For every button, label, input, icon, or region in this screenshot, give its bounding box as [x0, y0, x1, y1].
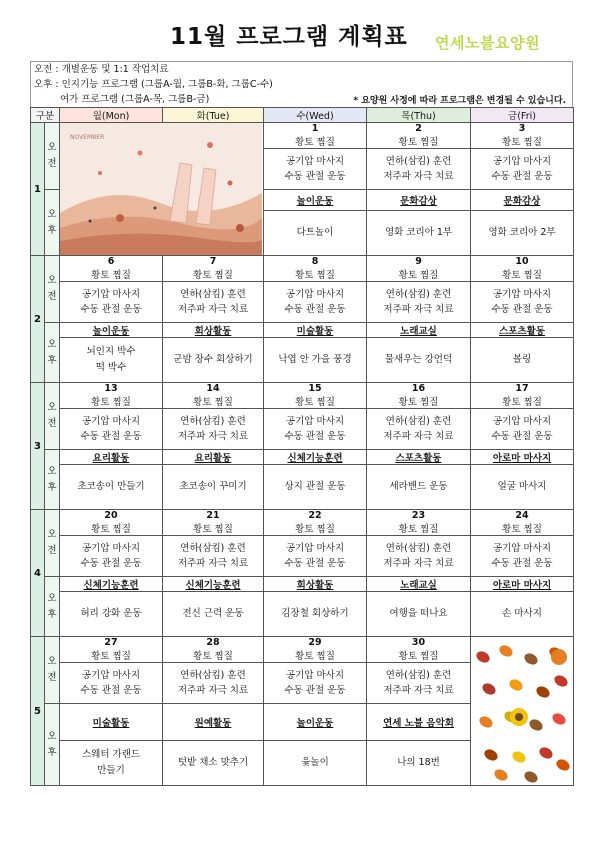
am-program-cell [163, 282, 264, 323]
pm-program-line: 군밤 장수 회상하기 [173, 354, 253, 365]
pm-category: 아로마 마사지 [492, 453, 552, 464]
am-program-cell [471, 282, 574, 323]
am-program-line: 공기압 마사지 [285, 156, 345, 167]
date-cell: 22 [264, 510, 367, 522]
pm-char-1: 오 [47, 465, 57, 477]
date-cell: 17 [471, 383, 574, 395]
pm-program-line: 초코송이 만들기 [77, 481, 145, 492]
pm-program-line: 스웨터 가랜드 [81, 749, 141, 760]
sauna-cell: 황토 찜질 [60, 521, 163, 536]
am-program-cell [264, 409, 367, 450]
pm-program-cell [471, 338, 574, 383]
pm-program-line: 나의 18번 [397, 757, 440, 768]
am-program-line: 연하(삼킴) 훈련 [180, 289, 246, 300]
pm-category-cell [264, 704, 367, 741]
am-program-cell [60, 409, 163, 450]
date-cell: 7 [163, 256, 264, 268]
pm-category: 신체기능훈련 [287, 453, 343, 464]
pm-category: 신체기능훈련 [185, 580, 241, 591]
date-cell: 6 [60, 256, 163, 268]
week-number: 3 [31, 383, 45, 510]
am-program-line: 공기압 마사지 [285, 289, 345, 300]
pm-program-cell [367, 465, 471, 510]
pm-category: 연세 노블 음악회 [383, 718, 454, 729]
pm-char-1: 오 [47, 208, 57, 220]
pm-program-line: 영화 코리아 1부 [384, 227, 453, 238]
am-label [45, 510, 60, 577]
pm-category: 노래교실 [400, 580, 437, 591]
am-program-line: 수동 관절 운동 [284, 685, 346, 696]
sauna-cell: 황토 찜질 [367, 648, 471, 663]
am-program-line: 수동 관절 운동 [284, 171, 346, 182]
am-program-line: 공기압 마사지 [492, 543, 552, 554]
date-cell: 23 [367, 510, 471, 522]
am-program-line: 공기압 마사지 [285, 543, 345, 554]
pm-program-line: 물새우는 강언덕 [384, 354, 453, 365]
week-3-row [31, 465, 574, 510]
pm-label [45, 704, 60, 786]
pm-category-cell [264, 577, 367, 592]
date-cell: 28 [163, 637, 264, 649]
pm-category: 원예활동 [194, 718, 232, 729]
am-program-line: 수동 관절 운동 [80, 685, 142, 696]
am-program-line: 저주파 자극 치료 [177, 304, 249, 315]
am-program-line: 공기압 마사지 [81, 670, 141, 681]
pm-category-cell [163, 577, 264, 592]
pm-category: 미술활동 [296, 326, 334, 337]
date-cell: 3 [471, 123, 574, 135]
pm-program-cell [163, 465, 264, 510]
pm-program-line: 김장철 회상하기 [281, 608, 349, 619]
am-program-cell [471, 149, 574, 190]
pm-program-cell [60, 465, 163, 510]
pm-program-line: 세라밴드 운동 [389, 481, 448, 492]
pm-program-cell [471, 592, 574, 637]
pm-category: 스포츠활동 [395, 453, 442, 464]
pm-program-line: 떡 박수 [95, 362, 127, 373]
week-4-row [31, 577, 574, 592]
am-program-line: 공기압 마사지 [492, 289, 552, 300]
am-program-line: 수동 관절 운동 [491, 431, 553, 442]
date-cell: 10 [471, 256, 574, 268]
pm-category-cell [264, 323, 367, 338]
am-program-line: 저주파 자극 치료 [177, 558, 249, 569]
sauna-cell: 황토 찜질 [471, 267, 574, 282]
am-program-line: 연하(삼킴) 훈련 [180, 543, 246, 554]
am-label [45, 256, 60, 323]
info-line-pm: 오후 : 인지기능 프로그램 (그룹A-월, 그룹B-화, 그룹C-수) [34, 79, 273, 90]
pm-category: 스포츠활동 [499, 326, 545, 337]
pm-program-line: 손 마사지 [502, 608, 542, 619]
pm-char-1: 오 [47, 592, 57, 604]
sauna-cell: 황토 찜질 [367, 267, 471, 282]
am-program-line: 수동 관절 운동 [491, 558, 553, 569]
am-program-line: 저주파 자극 치료 [177, 431, 249, 442]
am-label [45, 637, 60, 704]
pm-category: 요리활동 [92, 453, 130, 464]
sauna-cell: 황토 찜질 [163, 394, 264, 409]
pm-program-line: 볼링 [512, 354, 532, 365]
pm-category: 노래교실 [400, 326, 437, 337]
week-2-row [31, 338, 574, 383]
info-line-am: 오전 : 개별운동 및 1:1 작업치료 [34, 64, 169, 75]
am-program-line: 수동 관절 운동 [491, 304, 553, 315]
date-cell: 16 [367, 383, 471, 395]
pm-label [45, 190, 60, 256]
pm-category: 회상활동 [194, 326, 232, 337]
date-cell: 24 [471, 510, 574, 522]
week-4-row [31, 536, 574, 577]
am-program-line: 공기압 마사지 [81, 289, 141, 300]
pm-label [45, 577, 60, 637]
am-char-2: 전 [47, 672, 57, 683]
am-program-cell [163, 663, 264, 704]
info-line-leisure: 여가 프로그램 (그룹A-목, 그룹B-금) [60, 94, 210, 105]
header-row [31, 108, 574, 123]
pm-category-cell [163, 450, 264, 465]
pm-category-cell [163, 323, 264, 338]
week-1-row [31, 123, 574, 135]
date-cell: 20 [60, 510, 163, 522]
am-program-cell [471, 409, 574, 450]
page-title: 11월 프로그램 계획표 [170, 24, 408, 50]
header-tue: 화(Tue) [163, 108, 264, 123]
date-cell: 29 [264, 637, 367, 649]
sauna-cell: 황토 찜질 [60, 267, 163, 282]
sauna-cell: 황토 찜질 [264, 394, 367, 409]
pm-category: 놀이운동 [296, 196, 334, 207]
header-gubun: 구분 [31, 108, 60, 123]
pm-program-cell [60, 741, 163, 786]
pm-category: 아로마 마사지 [492, 580, 552, 591]
am-char-2: 전 [47, 158, 57, 169]
am-program-cell [163, 536, 264, 577]
pm-program-line: 뇌인지 박수 [86, 346, 136, 357]
am-char-1: 오 [47, 275, 57, 286]
pm-program-cell [163, 741, 264, 786]
am-program-line: 수동 관절 운동 [80, 304, 142, 315]
sauna-cell: 황토 찜질 [163, 648, 264, 663]
sauna-cell: 황토 찜질 [264, 134, 367, 149]
pm-char-1: 오 [47, 338, 57, 350]
pm-program-line: 전신 근력 운동 [182, 608, 244, 619]
pm-program-cell [264, 741, 367, 786]
pm-char-1: 오 [47, 730, 57, 742]
am-program-line: 공기압 마사지 [285, 416, 345, 427]
sauna-cell: 황토 찜질 [264, 267, 367, 282]
am-program-cell [264, 149, 367, 190]
pm-category-cell [471, 450, 574, 465]
pm-category: 요리활동 [194, 453, 232, 464]
pm-category-cell [60, 323, 163, 338]
am-program-line: 수동 관절 운동 [284, 558, 346, 569]
week-3-row [31, 450, 574, 465]
sauna-cell: 황토 찜질 [471, 134, 574, 149]
pm-category-cell [367, 577, 471, 592]
am-program-line: 연하(삼킴) 훈련 [180, 670, 246, 681]
pm-label [45, 323, 60, 383]
pm-program-cell [264, 592, 367, 637]
am-char-2: 전 [47, 418, 57, 429]
pm-program-line: 초코송이 꾸미기 [179, 481, 247, 492]
pm-char-2: 후 [47, 481, 57, 493]
pm-program-cell [264, 211, 367, 256]
pm-char-2: 후 [47, 354, 57, 366]
am-char-2: 전 [47, 545, 57, 556]
date-cell: 30 [367, 637, 471, 649]
pm-category: 문화감상 [503, 196, 541, 207]
week-4-row [31, 521, 574, 536]
am-program-line: 연하(삼킴) 훈련 [385, 670, 452, 681]
am-program-cell [367, 536, 471, 577]
week-4-row [31, 592, 574, 637]
am-program-line: 수동 관절 운동 [284, 304, 346, 315]
am-program-cell [264, 536, 367, 577]
week-3-row [31, 383, 574, 395]
am-program-line: 수동 관절 운동 [284, 431, 346, 442]
sauna-cell: 황토 찜질 [163, 521, 264, 536]
pm-category-cell [60, 577, 163, 592]
am-char-2: 전 [47, 291, 57, 302]
header-wed: 수(Wed) [264, 108, 367, 123]
date-cell: 8 [264, 256, 367, 268]
notice: * 요양원 사정에 따라 프로그램은 변경될 수 있습니다. [353, 96, 566, 106]
date-cell: 15 [264, 383, 367, 395]
am-program-line: 공기압 마사지 [81, 543, 141, 554]
autumn-illustration [471, 637, 574, 786]
pm-category-cell [60, 704, 163, 741]
pm-category-cell [471, 577, 574, 592]
pm-program-cell [367, 592, 471, 637]
am-program-line: 공기압 마사지 [81, 416, 141, 427]
date-cell: 9 [367, 256, 471, 268]
pm-category-cell [163, 704, 264, 741]
am-char-1: 오 [47, 656, 57, 667]
week-2-row [31, 282, 574, 323]
sauna-cell: 황토 찜질 [60, 648, 163, 663]
sauna-cell: 황토 찜질 [367, 394, 471, 409]
november-poster [60, 123, 264, 256]
pm-category: 놀이운동 [296, 718, 334, 729]
pm-program-cell [367, 338, 471, 383]
schedule-table [30, 107, 574, 786]
header-mon: 월(Mon) [60, 108, 163, 123]
date-cell: 14 [163, 383, 264, 395]
week-number: 1 [31, 123, 45, 256]
pm-program-cell [60, 338, 163, 383]
week-3-row [31, 409, 574, 450]
sauna-cell: 황토 찜질 [264, 521, 367, 536]
am-program-line: 수동 관절 운동 [80, 558, 142, 569]
pm-program-line: 허리 강화 운동 [80, 608, 142, 619]
am-program-cell [264, 282, 367, 323]
am-program-cell [367, 409, 471, 450]
am-program-line: 연하(삼킴) 훈련 [385, 289, 452, 300]
am-program-cell [60, 663, 163, 704]
am-program-line: 연하(삼킴) 훈련 [385, 156, 452, 167]
header-fri: 금(Fri) [471, 108, 574, 123]
sauna-cell: 황토 찜질 [367, 134, 471, 149]
sauna-cell: 황토 찜질 [60, 394, 163, 409]
am-program-line: 저주파 자극 치료 [383, 171, 454, 182]
am-label [45, 123, 60, 190]
am-program-line: 수동 관절 운동 [80, 431, 142, 442]
week-3-row [31, 394, 574, 409]
am-program-cell [367, 149, 471, 190]
pm-char-2: 후 [47, 746, 57, 758]
date-cell: 21 [163, 510, 264, 522]
am-char-1: 오 [47, 142, 57, 153]
pm-program-cell [471, 211, 574, 256]
am-program-line: 저주파 자극 치료 [383, 685, 454, 696]
pm-program-cell [163, 592, 264, 637]
header-thu: 목(Thu) [367, 108, 471, 123]
pm-char-2: 후 [47, 224, 57, 236]
pm-category-cell [471, 190, 574, 211]
am-program-line: 연하(삼킴) 훈련 [385, 416, 452, 427]
pm-program-cell [367, 211, 471, 256]
pm-program-cell [264, 338, 367, 383]
am-program-line: 저주파 자극 치료 [383, 558, 454, 569]
pm-program-cell [264, 465, 367, 510]
pm-category-cell [367, 190, 471, 211]
am-program-line: 수동 관절 운동 [491, 171, 553, 182]
pm-category-cell [264, 450, 367, 465]
pm-category: 놀이운동 [92, 326, 130, 337]
week-4-row [31, 510, 574, 522]
sauna-cell: 황토 찜질 [471, 521, 574, 536]
sauna-cell: 황토 찜질 [163, 267, 264, 282]
pm-program-cell [163, 338, 264, 383]
am-label [45, 383, 60, 450]
pm-program-line: 낙엽 안 가을 풍경 [278, 354, 352, 365]
am-program-line: 공기압 마사지 [492, 416, 552, 427]
am-program-line: 연하(삼킴) 훈련 [385, 543, 452, 554]
date-cell: 2 [367, 123, 471, 135]
pm-program-line: 여행을 떠나요 [389, 608, 448, 619]
pm-category: 문화감상 [400, 196, 437, 207]
am-program-cell [367, 282, 471, 323]
week-number: 5 [31, 637, 45, 786]
am-program-cell [264, 663, 367, 704]
am-program-line: 저주파 자극 치료 [383, 431, 454, 442]
pm-category-cell [60, 450, 163, 465]
pm-category-cell [367, 323, 471, 338]
pm-category: 미술활동 [92, 718, 130, 729]
pm-program-line: 만들기 [97, 765, 125, 776]
week-2-row [31, 256, 574, 268]
sauna-cell: 황토 찜질 [471, 394, 574, 409]
pm-program-line: 상지 관절 운동 [284, 481, 346, 492]
info-box [30, 61, 573, 108]
am-program-line: 공기압 마사지 [285, 670, 345, 681]
pm-category-cell [367, 450, 471, 465]
pm-category-cell [367, 704, 471, 741]
date-cell: 1 [264, 123, 367, 135]
week-number: 4 [31, 510, 45, 637]
am-char-1: 오 [47, 529, 57, 540]
poster-month-label: NOVEMBER [70, 134, 105, 141]
title-area [30, 0, 575, 60]
pm-program-line: 얼굴 마사지 [497, 481, 547, 492]
am-program-cell [367, 663, 471, 704]
pm-program-line: 영화 코리아 2부 [488, 227, 556, 238]
sauna-cell: 황토 찜질 [264, 648, 367, 663]
am-program-cell [163, 409, 264, 450]
pm-program-cell [60, 592, 163, 637]
am-program-line: 연하(삼킴) 훈련 [180, 416, 246, 427]
date-cell: 27 [60, 637, 163, 649]
pm-program-line: 텃밭 채소 맞추기 [177, 757, 249, 768]
pm-program-line: 윷놀이 [301, 757, 329, 768]
sauna-cell: 황토 찜질 [367, 521, 471, 536]
org-name: 연세노블요양원 [435, 34, 540, 52]
pm-label [45, 450, 60, 510]
date-cell: 13 [60, 383, 163, 395]
am-char-1: 오 [47, 402, 57, 413]
pm-program-cell [367, 741, 471, 786]
am-program-cell [60, 282, 163, 323]
am-program-line: 저주파 자극 치료 [177, 685, 249, 696]
am-program-cell [471, 536, 574, 577]
pm-program-cell [471, 465, 574, 510]
week-number: 2 [31, 256, 45, 383]
week-5-row [31, 637, 574, 649]
pm-category-cell [471, 323, 574, 338]
am-program-line: 저주파 자극 치료 [383, 304, 454, 315]
pm-category: 회상활동 [296, 580, 334, 591]
pm-program-line: 다트놀이 [296, 227, 334, 238]
am-program-line: 공기압 마사지 [492, 156, 552, 167]
week-2-row [31, 323, 574, 338]
am-program-cell [60, 536, 163, 577]
pm-char-2: 후 [47, 608, 57, 620]
week-2-row [31, 267, 574, 282]
pm-category-cell [264, 190, 367, 211]
pm-category: 신체기능훈련 [83, 580, 139, 591]
